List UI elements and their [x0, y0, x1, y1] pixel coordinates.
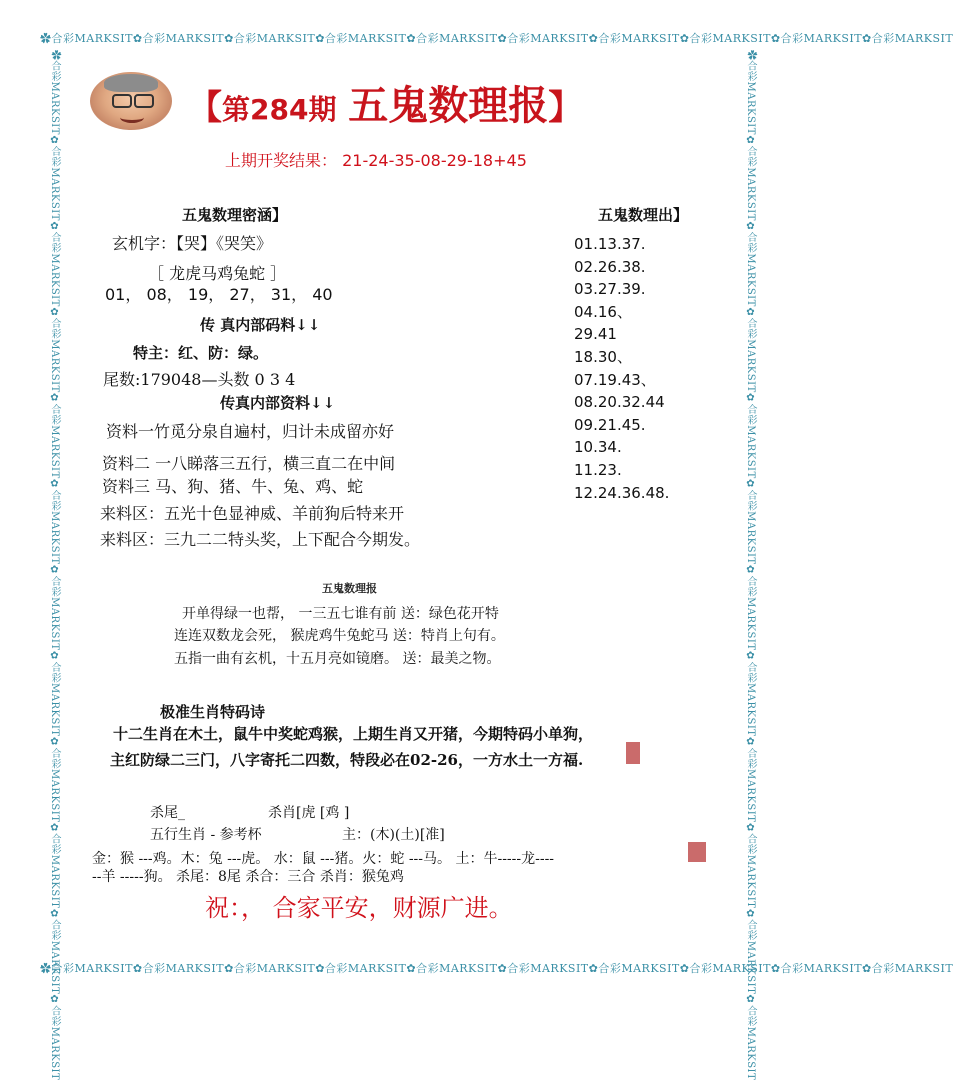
- numbers-list: 01， 08， 19， 27， 31， 40: [105, 285, 333, 304]
- blessing-text: 祝：， 合家平安，财源广进。: [205, 894, 513, 922]
- data-line-2: 资料二 一八睇落三五行，横三直二在中间: [102, 454, 396, 473]
- kill-zodiac: 杀肖[虎 [鸡 ]: [268, 805, 350, 821]
- animals-list: ［ 龙虎马鸡兔蛇 ］: [148, 264, 287, 283]
- riddle-line-1: 开单得绿一也帮， 一三五七谁有前 送：绿色花开特: [182, 606, 499, 622]
- issue-number: 第284期: [222, 93, 337, 126]
- kill-tail: 杀尾_: [150, 805, 185, 821]
- fax-heading-1: 传 真内部码料↓↓: [200, 316, 321, 334]
- last-draw-result: 上期开奖结果： 21-24-35-08-29-18+45: [225, 151, 527, 170]
- poem-line-2: 主红防绿二三门，八字寄托二四数，特段必在02-26，一方水土一方福.: [110, 751, 584, 769]
- five-elements-title: 五行生肖 - 参考杯: [150, 827, 262, 843]
- paper-name: 五鬼数理报: [348, 82, 549, 129]
- number-group-item: 01.13.37.: [574, 235, 646, 253]
- riddle-line-2: 连连双数龙会死， 猴虎鸡牛兔蛇马 送：特肖上句有。: [174, 628, 505, 644]
- elements-line-2: --羊 -----狗。 杀尾：8尾 杀合：三合 杀肖：猴兔鸡: [92, 869, 404, 885]
- number-group-item: 18.30、: [574, 347, 632, 366]
- number-group-item: 11.23.: [574, 460, 622, 479]
- number-group-item: 09.21.45.: [574, 415, 646, 434]
- number-group-item: 29.41: [574, 325, 617, 344]
- left-heading: 五鬼数理密涵】: [182, 206, 288, 224]
- border-top: ✿合彩MARKSIT✿合彩MARKSIT✿合彩MARKSIT✿合彩MARKSIT✿合彩MARKSIT✿合彩MARKSIT✿合彩MARKSIT✿合彩MARKSIT✿合彩MARKSIT✿合彩MARKSIT: [40, 32, 953, 45]
- number-group-item: 10.34.: [574, 438, 622, 457]
- number-group-item: 07.19.43、: [574, 370, 656, 389]
- border-bottom: ✿合彩MARKSIT✿合彩MARKSIT✿合彩MARKSIT✿合彩MARKSIT✿合彩MARKSIT✿合彩MARKSIT✿合彩MARKSIT✿合彩MARKSIT✿合彩MARKSIT✿合彩MARKSIT: [40, 962, 953, 975]
- tail-numbers: 尾数:179048—头数 0 3 4: [103, 370, 296, 389]
- page-title: [188, 74, 582, 131]
- poem-heading: 极准生肖特码诗: [160, 703, 266, 721]
- title-bracket-left: 【: [188, 88, 222, 128]
- source-line-1: 来料区：五光十色显神威、羊前狗后特来开: [100, 504, 405, 523]
- data-line-3: 资料三 马、狗、猪、牛、兔、鸡、蛇: [102, 477, 364, 496]
- red-seal-stamp: [626, 742, 640, 764]
- number-group-item: 08.20.32.44: [574, 393, 665, 412]
- red-seal-stamp-2: [688, 842, 706, 862]
- number-group-item: 03.27.39.: [574, 280, 646, 299]
- avatar-portrait: [90, 72, 172, 130]
- number-group-item: 04.16、: [574, 302, 632, 321]
- special-color: 特主：红、防：绿。: [133, 344, 269, 362]
- middle-small-title: 五鬼数理报: [322, 582, 377, 595]
- riddle-line-3: 五指一曲有玄机，十五月亮如镜磨。 送：最美之物。: [174, 651, 501, 667]
- title-bracket-right: 】: [548, 88, 583, 128]
- border-right: ✿合彩MARKSIT✿合彩MARKSIT✿合彩MARKSIT✿合彩MARKSIT✿合彩MARKSIT✿合彩MARKSIT✿合彩MARKSIT✿合彩MARKSIT✿合彩MARKSIT✿合彩MARKSIT✿合彩MARKSIT✿合彩MARKSIT: [745, 50, 756, 1080]
- number-groups-list: [574, 233, 669, 504]
- source-line-2: 来料区：三九二二特头奖，上下配合今期发。: [100, 530, 421, 549]
- border-left: ✿合彩MARKSIT✿合彩MARKSIT✿合彩MARKSIT✿合彩MARKSIT✿合彩MARKSIT✿合彩MARKSIT✿合彩MARKSIT✿合彩MARKSIT✿合彩MARKSIT✿合彩MARKSIT✿合彩MARKSIT✿合彩MARKSIT: [49, 50, 60, 1080]
- elements-line-1: 金：猴 ---鸡。木：兔 ---虎。 水：鼠 ---猪。火：蛇 ---马。 土：牛-----龙----: [92, 851, 555, 867]
- number-group-item: 02.26.38.: [574, 257, 646, 276]
- number-group-item: 12.24.36.48.: [574, 483, 670, 502]
- right-heading: 五鬼数理出】: [598, 206, 689, 224]
- xuanji-text: 玄机字：【哭】《哭笑》: [112, 234, 273, 253]
- fax-heading-2: 传真内部资料↓↓: [220, 394, 336, 412]
- data-line-1: 资料一竹觅分泉自遍村，归计未成留亦好: [106, 422, 395, 441]
- poem-line-1: 十二生肖在木土，鼠牛中奖蛇鸡猴，上期生肖又开猪，今期特码小单狗，: [113, 725, 594, 743]
- main-elements: 主：(木)(土)[准]: [342, 827, 445, 843]
